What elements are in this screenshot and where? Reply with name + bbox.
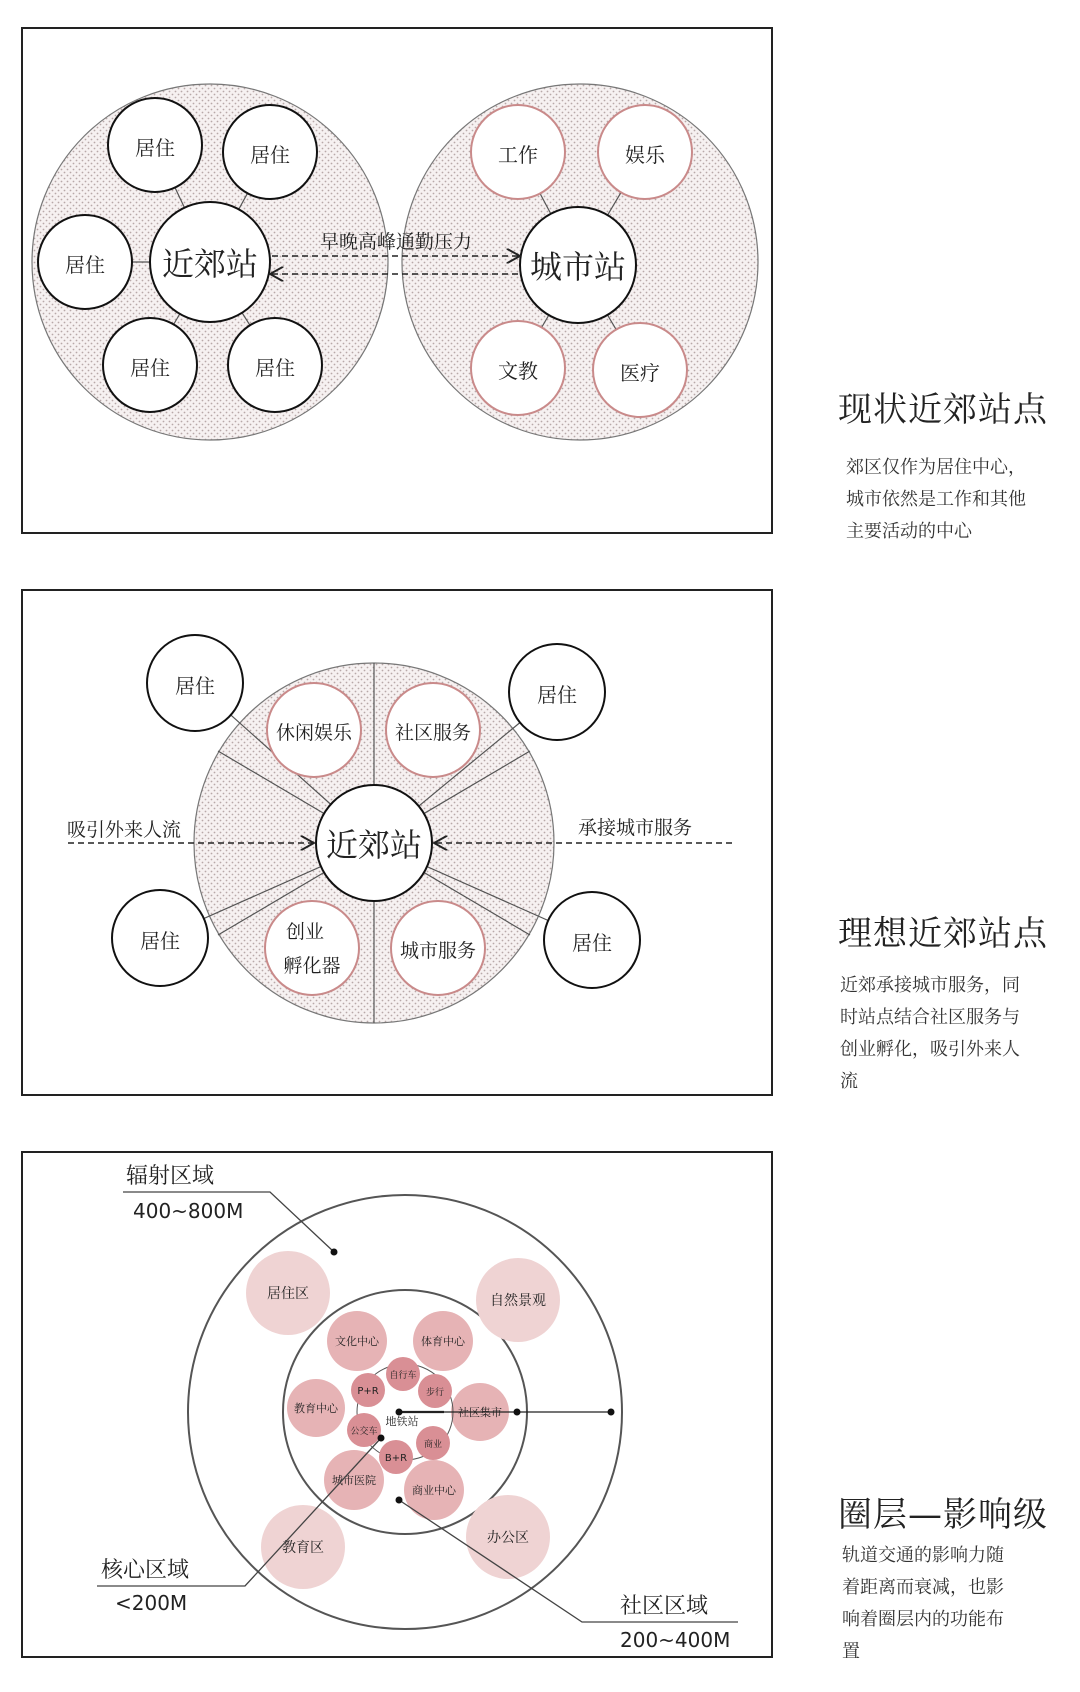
commute-pressure-label: 早晚高峰通勤压力 [319, 231, 473, 253]
education-zone-node [261, 1505, 345, 1589]
svg-text:P+R: P+R [357, 1386, 379, 1397]
svg-text:自然景观: 自然景观 [490, 1293, 546, 1309]
p1-residence-node-2 [223, 105, 317, 199]
svg-text:居住区: 居住区 [267, 1286, 309, 1302]
svg-text:商业: 商业 [423, 1440, 443, 1450]
community-zone-label: 社区区域 [620, 1594, 709, 1619]
svg-text:自行车: 自行车 [389, 1371, 417, 1381]
ideal-station-desc: 近郊承接城市服务，同 时站点结合社区服务与 创业孵化，吸引外来人 流 [840, 975, 1020, 1092]
svg-text:居住: 居住 [140, 929, 180, 953]
svg-text:孵化器: 孵化器 [283, 955, 341, 977]
radiation-zone-range: 400~800M [133, 1199, 244, 1223]
current-station-desc: 郊区仅作为居住中心， 城市依然是工作和其他 主要活动的中心 [846, 457, 1026, 542]
ring-influence-desc: 轨道交通的影响力随 着距离而衰减，也影 响着圈层内的功能布 置 [842, 1545, 1004, 1662]
panel-ideal-station [22, 590, 772, 1095]
residential-zone-node [246, 1251, 330, 1335]
svg-text:文化中心: 文化中心 [335, 1335, 379, 1348]
svg-text:步行: 步行 [425, 1388, 445, 1398]
core-zone-range: <200M [115, 1591, 188, 1615]
p1-medical-node [593, 323, 687, 417]
radiation-zone-label: 辐射区域 [126, 1164, 215, 1189]
p2-residence-node-1 [147, 635, 243, 731]
current-station-title: 现状近郊站点 [838, 390, 1048, 430]
svg-text:体育中心: 体育中心 [421, 1335, 465, 1348]
bus-node [347, 1413, 381, 1447]
city-hospital-node [324, 1450, 384, 1510]
office-zone-node [466, 1495, 550, 1579]
p2-incubator-node [265, 901, 359, 995]
attract-flow-label: 吸引外来人流 [66, 819, 182, 841]
p2-city-service-node [391, 901, 485, 995]
svg-text:B+R: B+R [384, 1453, 408, 1464]
svg-text:城市站: 城市站 [529, 248, 627, 286]
metro-station-label: 地铁站 [385, 1415, 419, 1428]
p1-entertainment-node [598, 105, 692, 199]
p1-culture-edu-node [471, 321, 565, 415]
p1-suburb-hub [150, 202, 270, 322]
receive-service-label: 承接城市服务 [577, 817, 693, 839]
bike-and-ride-node [379, 1440, 413, 1474]
p1-residence-node-3 [38, 215, 132, 309]
p1-work-node [471, 105, 565, 199]
svg-text:娱乐: 娱乐 [625, 143, 665, 167]
p1-city-hub [520, 207, 636, 323]
svg-text:居住: 居住 [537, 683, 577, 707]
sports-center-node [413, 1311, 473, 1371]
svg-text:居住: 居住 [130, 356, 170, 380]
natural-landscape-node [476, 1258, 560, 1342]
svg-text:居住: 居住 [175, 674, 215, 698]
svg-text:医疗: 医疗 [620, 361, 660, 385]
community-zone-range: 200~400M [620, 1628, 731, 1652]
svg-text:办公区: 办公区 [487, 1530, 529, 1546]
p1-residence-node-1 [108, 98, 202, 192]
bicycle-node [386, 1357, 420, 1391]
svg-text:教育区: 教育区 [282, 1540, 324, 1556]
p2-residence-node-3 [112, 890, 208, 986]
p1-residence-node-4 [103, 318, 197, 412]
ring-influence-title: 圈层—影响级 [838, 1495, 1048, 1535]
walking-node [418, 1374, 452, 1408]
p2-leisure-node [267, 683, 361, 777]
svg-text:教育中心: 教育中心 [294, 1402, 338, 1415]
culture-center-node [327, 1311, 387, 1371]
commerce-center-node [404, 1460, 464, 1520]
park-and-ride-node [351, 1373, 385, 1407]
svg-text:创业: 创业 [285, 921, 325, 943]
p2-residence-node-2 [509, 644, 605, 740]
education-center-node [287, 1379, 345, 1437]
svg-text:商业中心: 商业中心 [412, 1484, 456, 1497]
svg-text:社区服务: 社区服务 [394, 722, 472, 744]
p2-suburb-hub [316, 785, 432, 901]
svg-text:居住: 居住 [65, 253, 105, 277]
svg-text:近郊站: 近郊站 [325, 826, 423, 864]
svg-text:社区集市: 社区集市 [458, 1406, 502, 1419]
svg-text:文教: 文教 [498, 359, 538, 383]
p2-community-service-node [386, 683, 480, 777]
panel-influence-rings [22, 1152, 772, 1657]
svg-text:城市服务: 城市服务 [399, 940, 477, 962]
svg-text:城市医院: 城市医院 [332, 1474, 376, 1487]
core-zone-label: 核心区域 [101, 1558, 190, 1583]
svg-text:居住: 居住 [135, 136, 175, 160]
commerce-node [416, 1426, 450, 1460]
svg-text:公交车: 公交车 [350, 1427, 378, 1437]
p1-residence-node-5 [228, 318, 322, 412]
svg-text:休闲娱乐: 休闲娱乐 [275, 722, 353, 744]
svg-text:近郊站: 近郊站 [161, 245, 259, 283]
svg-text:居住: 居住 [255, 356, 295, 380]
svg-text:居住: 居住 [572, 931, 612, 955]
ideal-station-title: 理想近郊站点 [838, 914, 1048, 954]
svg-text:工作: 工作 [498, 143, 538, 167]
p2-residence-node-4 [544, 892, 640, 988]
svg-text:居住: 居住 [250, 143, 290, 167]
panel-current-station [22, 28, 772, 533]
